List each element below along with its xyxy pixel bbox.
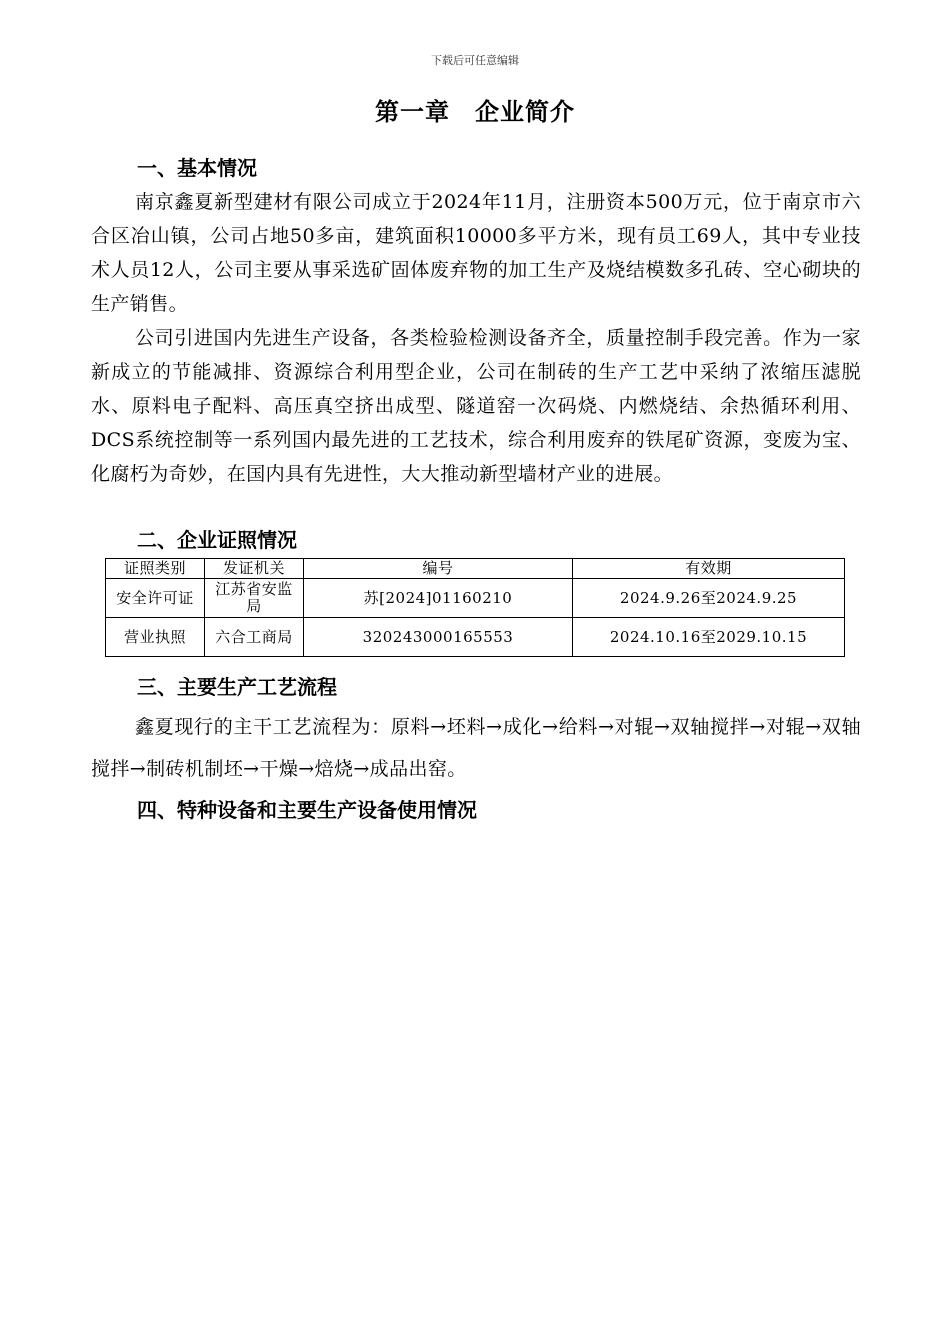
table-cell: 2024.10.16至2029.10.15	[573, 618, 845, 657]
certificate-table	[105, 558, 845, 657]
table-cell: 营业执照	[106, 618, 205, 657]
section-heading-process: 三、主要生产工艺流程	[137, 675, 337, 699]
paragraph-process-flow: 鑫夏现行的主干工艺流程为：原料→坯料→成化→给料→对辊→双轴搅拌→对辊→双轴搅拌→制砖机制坯→干燥→焙烧→成品出窑。	[91, 716, 861, 780]
table-cell: 苏[2024]01160210	[304, 579, 573, 618]
table-cell: 六合工商局	[205, 618, 304, 657]
table-header-cell: 编号	[304, 559, 573, 579]
section-heading-equipment: 四、特种设备和主要生产设备使用情况	[137, 798, 477, 822]
table-cell: 320243000165553	[304, 618, 573, 657]
section-heading-certificates: 二、企业证照情况	[137, 528, 297, 552]
table-header-cell: 发证机关	[205, 559, 304, 579]
table-row	[106, 618, 845, 657]
header-note: 下载后可任意编辑	[431, 54, 519, 67]
paragraph-technology: 公司引进国内先进生产设备，各类检验检测设备齐全，质量控制手段完善。作为一家新成立的节能减排、资源综合利用型企业，公司在制砖的生产工艺中采纳了浓缩压滤脱水、原料电子配料、高压真空挤出成型、隧道窑一次码烧、内燃烧结、余热循环利用、DCS系统控制等一系列国内最先进的工艺技术，综合利用废弃的铁尾矿资源，变废为宝、化腐朽为奇妙，在国内具有先进性，大大推动新型墙材产业的进展。	[91, 327, 861, 485]
table-cell: 江苏省安监局	[205, 579, 304, 618]
table-cell: 安全许可证	[106, 579, 205, 618]
table-cell: 2024.9.26至2024.9.25	[573, 579, 845, 618]
paragraph-company-overview: 南京鑫夏新型建材有限公司成立于2024年11月，注册资本500万元，位于南京市六合区冶山镇，公司占地50多亩，建筑面积10000多平方米，现有员工69人，其中专业技术人员12人，公司主要从事采选矿固体废弃物的加工生产及烧结模数多孔砖、空心砌块的生产销售。	[91, 191, 861, 315]
table-header-row	[106, 559, 845, 579]
table-row	[106, 579, 845, 618]
table-header-cell: 有效期	[573, 559, 845, 579]
section-heading-basic: 一、基本情况	[137, 156, 257, 180]
table-header-cell: 证照类别	[106, 559, 205, 579]
chapter-title: 第一章 企业简介	[375, 98, 575, 126]
